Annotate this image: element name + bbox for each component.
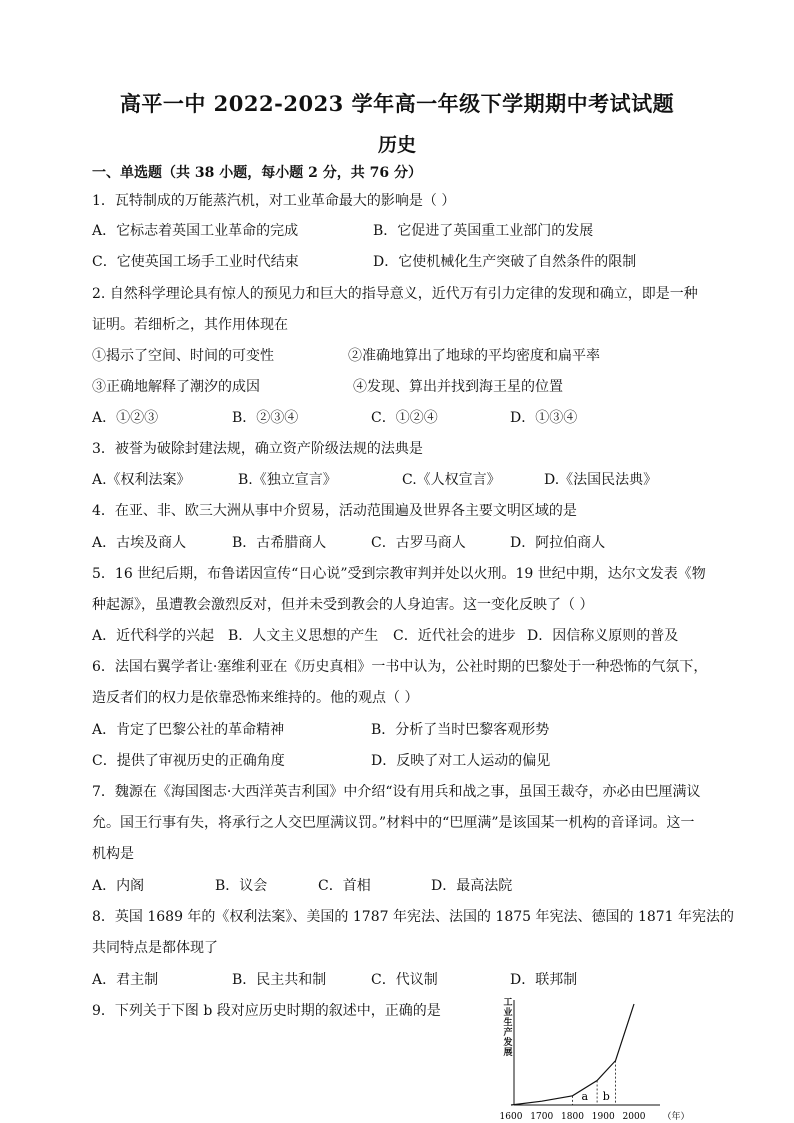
question-8-option-c[interactable]: C．代议制 <box>371 972 438 988</box>
chart-segment-label-a: a <box>581 1090 589 1103</box>
question-5-option-d[interactable]: D．因信称义原则的普及 <box>527 628 679 644</box>
chart-y-label: 工业生产发展 <box>503 998 513 1058</box>
question-7-option-c[interactable]: C．首相 <box>318 878 371 894</box>
question-3-option-d[interactable]: D.《法国民法典》 <box>544 472 658 488</box>
question-6-stem-line-1: 6．法国右翼学者让·塞维利亚在《历史真相》一书中认为，公社时期的巴黎处于一种恐怖的气氛下， <box>92 659 708 675</box>
question-4-option-c[interactable]: C．古罗马商人 <box>371 535 466 551</box>
question-3-option-b[interactable]: B.《独立宣言》 <box>238 472 337 488</box>
section-heading: 一、单选题（共 38 小题，每小题 2 分，共 76 分） <box>92 165 422 181</box>
chart-x-tick-1700: 1700 <box>530 1112 554 1122</box>
question-5-option-b[interactable]: B．人文主义思想的产生 <box>228 628 379 644</box>
question-6-option-a[interactable]: A．肯定了巴黎公社的革命精神 <box>92 722 285 738</box>
question-5-option-c[interactable]: C．近代社会的进步 <box>393 628 516 644</box>
question-2-item-2: ②准确地算出了地球的平均密度和扁平率 <box>348 348 600 364</box>
question-3-stem: 3．被誉为破除封建法规，确立资产阶级法规的法典是 <box>92 441 423 457</box>
question-1-option-a[interactable]: A．它标志着英国工业革命的完成 <box>92 223 299 239</box>
chart-x-tick-1900: 1900 <box>591 1112 615 1122</box>
question-8-option-d[interactable]: D．联邦制 <box>510 972 578 988</box>
question-8-stem-line-1: 8．英国 1689 年的《权利法案》、美国的 1787 年宪法、法国的 1875 年宪法、德国的 1871 年宪法的 <box>92 909 735 925</box>
question-2-option-d[interactable]: D．①③④ <box>510 410 578 426</box>
question-7-option-d[interactable]: D．最高法院 <box>431 878 513 894</box>
question-7-option-a[interactable]: A．内阁 <box>92 878 145 894</box>
question-2-option-a[interactable]: A．①②③ <box>92 410 159 426</box>
question-6-option-d[interactable]: D．反映了对工人运动的偏见 <box>371 753 551 769</box>
chart-x-label: （年） <box>662 1112 690 1122</box>
question-8-option-b[interactable]: B．民主共和制 <box>232 972 327 988</box>
question-6-option-c[interactable]: C．提供了审视历史的正确角度 <box>92 753 285 769</box>
question-2-item-4: ④发现、算出并找到海王星的位置 <box>353 379 563 395</box>
question-7-option-b[interactable]: B．议会 <box>215 878 268 894</box>
question-6-option-b[interactable]: B．分析了当时巴黎客观形势 <box>371 722 550 738</box>
question-1-option-b[interactable]: B．它促进了英国重工业部门的发展 <box>373 223 594 239</box>
question-6-stem-line-2: 造反者们的权力是依靠恐怖来维持的。他的观点（ ） <box>92 690 419 706</box>
question-7-stem-line-2: 允。国王行事有失，将承行之人交巴厘满议罚。”材料中的“巴厘满”是该国某一机构的音译词。这一 <box>92 815 695 831</box>
question-7-stem-line-3: 机构是 <box>92 846 134 862</box>
question-5-stem-line-1: 5．16 世纪后期，布鲁诺因宣传“日心说”受到宗教审判并处以火刑。19 世纪中期，达尔文发表《物 <box>92 566 706 582</box>
chart-svg <box>500 996 694 1122</box>
question-5-option-a[interactable]: A．近代科学的兴起 <box>92 628 215 644</box>
question-2-option-b[interactable]: B．②③④ <box>232 410 299 426</box>
question-4-stem: 4．在亚、非、欧三大洲从事中介贸易，活动范围遍及世界各主要文明区域的是 <box>92 503 577 519</box>
chart-x-tick-2000: 2000 <box>622 1112 646 1122</box>
question-8-stem-line-2: 共同特点是都体现了 <box>92 940 218 956</box>
exam-title: 高平一中 2022-2023 学年高一年级下学期期中考试试题 <box>119 91 675 116</box>
question-4-option-d[interactable]: D．阿拉伯商人 <box>510 535 606 551</box>
subject-title: 历史 <box>377 134 416 156</box>
question-1-stem: 1．瓦特制成的万能蒸汽机，对工业革命最大的影响是（ ） <box>92 193 456 209</box>
question-4-option-a[interactable]: A．古埃及商人 <box>92 535 187 551</box>
question-2-item-3: ③正确地解释了潮汐的成因 <box>92 379 260 395</box>
question-5-stem-line-2: 种起源》，虽遭教会激烈反对，但并未受到教会的人身迫害。这一变化反映了（ ） <box>92 597 594 613</box>
chart-x-tick-1800: 1800 <box>561 1112 584 1122</box>
question-3-option-c[interactable]: C.《人权宣言》 <box>402 472 501 488</box>
question-7-stem-line-1: 7．魏源在《海国图志·大西洋英吉利国》中介绍“设有用兵和战之事，虽国王裁夺，亦必由巴厘满议 <box>92 784 701 800</box>
question-2-stem-line-1: 2. 自然科学理论具有惊人的预见力和巨大的指导意义，近代万有引力定律的发现和确立，即是一种 <box>92 286 698 302</box>
question-2-stem-line-2: 证明。若细析之，其作用体现在 <box>92 317 288 333</box>
question-2-option-c[interactable]: C．①②④ <box>371 410 438 426</box>
industrial-growth-chart <box>500 996 694 1122</box>
chart-x-tick-1600: 1600 <box>500 1112 523 1122</box>
question-1-option-c[interactable]: C．它使英国工场手工业时代结束 <box>92 254 299 270</box>
question-8-option-a[interactable]: A．君主制 <box>92 972 159 988</box>
chart-segment-label-b: b <box>602 1090 610 1103</box>
question-1-option-d[interactable]: D．它使机械化生产突破了自然条件的限制 <box>373 254 637 270</box>
question-3-option-a[interactable]: A.《权利法案》 <box>92 472 191 488</box>
question-4-option-b[interactable]: B．古希腊商人 <box>232 535 327 551</box>
question-2-item-1: ①揭示了空间、时间的可变性 <box>92 348 274 364</box>
question-9-stem: 9．下列关于下图 b 段对应历史时期的叙述中，正确的是 <box>92 1003 441 1019</box>
